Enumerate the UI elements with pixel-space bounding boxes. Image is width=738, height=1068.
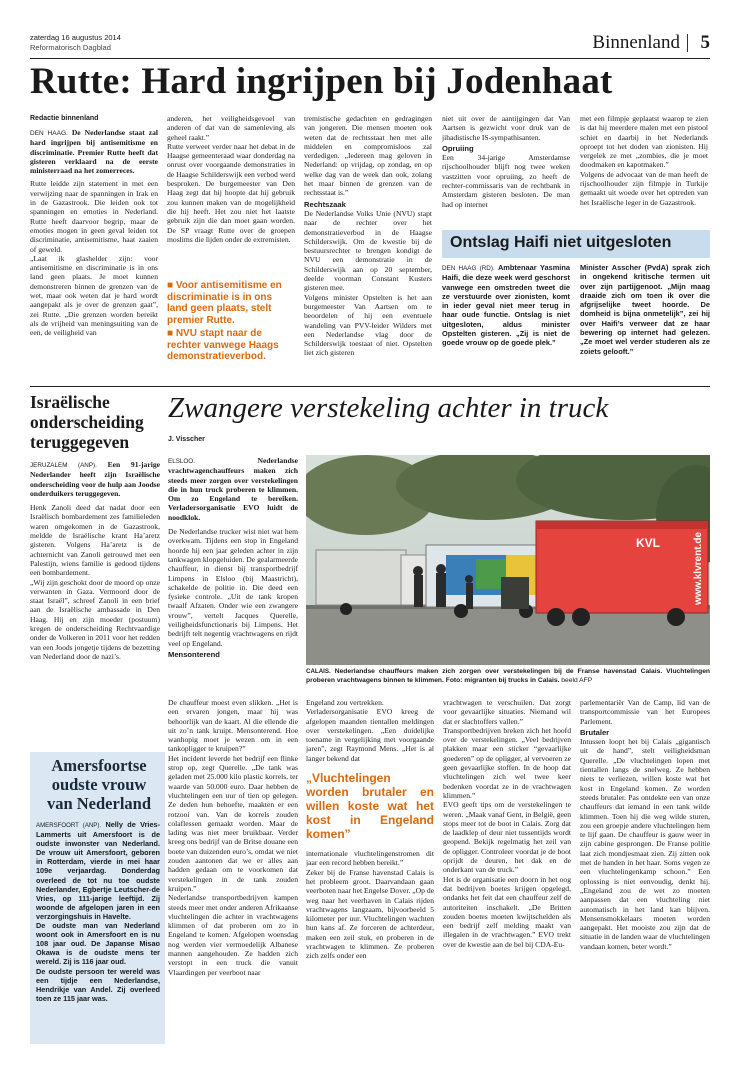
main-col-3 <box>304 114 432 368</box>
truck-brand-2: www.klvrent.de <box>693 532 704 605</box>
truck-pull-quote: „Vluchtelingen worden brutaler en willen koste wat het kost in Engeland komen” <box>306 771 434 842</box>
haifi-left <box>442 263 570 348</box>
haifi-left-text: Ambtenaar Yasmina Haifi, die deze week werd geschorst vanwege een omstreden tweet die ze verstuurde over zionisten, komt in ieder geval niet meer terug in haar oude functie. Ontslag is niet uitgesloten, aldus minister Opstelten gisteren. „Zij is niet de goede vrouw op de goede plek.” <box>442 263 570 348</box>
amersfoort-box <box>30 752 165 1044</box>
main-byline: Redactie binnenland <box>30 115 99 122</box>
main-col-4 <box>442 114 570 228</box>
truck-col-4 <box>580 698 710 1046</box>
truck-col2-body-b: internationale vluchtelingenstromen dit jaar een record hebben bereikt.” Zeker bij de Franse havenstad Calais is het probleem groot. Daarvandaan gaan veerboten naar het Engelse Dover. „Op de weg naar het veerhaven in Calais rijden vrachtwagens langzaam, bijvoorbeeld 5 kilometer per uur. Vluchtelingen wachten hun kans af. Ze forceren de achterdeur, maken een zeil stuk, en proberen in de vrachtwagen te klimmen. Ze proberen zich zelfs onder een <box>306 849 434 961</box>
main-col-2 <box>167 114 295 274</box>
main-col-5 <box>580 114 708 228</box>
mensonterend-subhead: Mensonterend <box>168 649 220 659</box>
amersfoort-dateline: AMERSFOORT (ANP). <box>36 822 102 829</box>
truck-col1-body: De Nederlandse trucker wist niet wat hem overkwam. Tijdens een stop in Engeland hoorde hij een jaar geleden achter in zijn tankwagen klopgeluiden. De gealarmeerde chauffeur, in dienst bij transportbedrijf Limpens in Elsloo (bij Maastricht), schakelde de politie in. Die deed een fysieke controle. „Uit de tank kropen twaalf Afzaten. Onder wie een zwangere vrouw”, vertelt Jacques Querelle, veiligheidsfunctionaris bij Limpens. Het bedrijft telt negentig vrachtwagens en rijdt veel op Engeland. <box>168 527 298 648</box>
amersfoort-text <box>36 820 160 1042</box>
header-divider <box>687 34 688 52</box>
israel-lead: Een 91-jarige Nederlander heeft zijn Israëlische onderscheiding voor de hulp aan Joodse onderduikers teruggegeven. <box>30 460 160 498</box>
section-rule <box>30 386 710 387</box>
truck-headline: Zwangere verstekeling achter in truck <box>168 392 609 424</box>
israel-headline: Israëlische onderscheiding teruggegeven <box>30 392 144 452</box>
caption-place: CALAIS. <box>306 668 331 675</box>
haifi-right: Minister Asscher (PvdA) sprak zich in ongekend kritische termen uit over zijn partijgenoot. „Mijn maag draaide zich om toen ik over die afgrijselijke tweet hoorde. De domheid is bijna onmetelijk”, zei hij over Haifi’s verweer dat ze haar bewering op internet had gelezen. „Ze moet wel verder studeren als ze zoiets gelooft.” <box>580 263 710 356</box>
haifi-headline: Ontslag Haifi niet uitgesloten <box>450 234 672 251</box>
main-headline: Rutte: Hard ingrijpen bij Jodenhaat <box>30 61 613 102</box>
pull-quote-1: ■ Voor antisemitisme en discriminatie is in ons land geen plaats, stelt premier Rutte. <box>167 280 282 326</box>
main-col4-body-a: niet uit over de aantijgingen dat Van Aartsen is gezwicht voor druk van de jihadistische IS-sympathisanten. <box>442 114 570 142</box>
truck-byline: J. Visscher <box>168 436 205 443</box>
truck-col4-body: parlementariër Van de Camp, lid van de transportcommissie van het Europees Parlement. <box>580 698 710 726</box>
main-col3-body-b: De Nederlandse Volks Unie (NVU) stapt naar de rechter over het demonstratieverbod in de Haagse Schilderswijk. Om de kwestie bij de bestuursrechter te brengen kondigt de NVU een demonstratie in de Schilderswijk aan op 20 september, deelde voorman Constant Kusters gisteren mee. Volgens minister Opstelten is het aan burgemeester Van Aartsen om te beoordelen of hij een eventuele wandeling van PVV-leider Wilders met een Nederlandse vlag door de Schilderswijk toestaat of niet. Opstelten liet zich gisteren <box>304 208 432 358</box>
amersfoort-body: Nelly de Vries-Lammerts uit Amersfoort is de oudste inwonster van Nederland. De vrouw uit Amersfoort, geboren in Rotterdam, vierde in mei haar 109e verjaardag. Donderdag overleed de tot nu toe oudste Nederlander, Egbertje Leutscher-de Vries, op 111-jarige leeftijd. Zij woonde de afgelopen jaren in een verzorgingshuis in Havelte. De oudste man van Nederland woont ook in Amersfoort en is nu 108 jaar oud. De Japanse Misao Okawa is de oudste mens ter wereld. Zij is 116 jaar oud. De oudste persoon ter wereld was een tijdje een Nederlandse, Hendrikje van Andel. Zij overleed toen ze 115 jaar was. <box>36 820 160 1003</box>
caption-credit: beeld AFP <box>561 676 593 684</box>
main-dateline: DEN HAAG. <box>30 130 68 137</box>
main-col4-body-b: Een 34-jarige Amsterdamse rijschoolhouder blijft nog twee weken vastzitten voor opruiing, zo heeft de rechter-commissaris van de rechtbank in Amsterdam gisteren besloten. De man had op internet <box>442 153 570 209</box>
caption-text: Nederlandse chauffeurs maken zich zorgen over verstekelingen bij de Franse havenstad Calais. Vluchtelingen proberen vrachtwagens binnen te klimmen. Foto: migranten bij trucks in Calais. <box>306 668 711 684</box>
haifi-box <box>442 230 710 370</box>
truck-dateline: ELSLOO. <box>168 458 195 465</box>
truck-brand-1: KVL <box>636 536 660 550</box>
main-lead: De Nederlandse staat zal hard ingrijpen bij antisemitisme en discriminatie. Premier Rutte heeft dat gisteren verklaard na de eerste ministerraad na het zomerreces. <box>30 128 158 176</box>
brutaler-subhead: Brutaler <box>580 727 610 737</box>
truck-col-2 <box>306 698 434 1046</box>
truck-col1-body-b: De chauffeur moest even slikken. „Het is een ervaren jongen, maar hij was behoorlijk van de kaart. Al die ellende die uit zo’n tank kruipt. Mensonterend. Hoe wanhopig moet je wezen om in een tankopligger te kruipen?” Het incident leverde het bedrijf een flinke strop op, zegt Querelle. „De tank was geladen met 25.000 kilo plastic korrels, ter waarde van 50.000 euro. Daar hebben de vluchtelingen een uur of tien op gelegen. Ze deden hun behoefte, maakten er een rotzooi van. Van de korrels zouden colaflessen gemaakt worden. Maar de lading was niet meer bruikbaar. Verder kreeg ons bedrijf van de Britse douane een boete van duizenden euro’s, omdat we niet zouden aantonen dat we er alles aan hadden gedaan om te voorkomen dat verstekelingen in de tank zouden kruipen.” Nederlandse transportbedrijven kampen steeds meer met onder anderen Afrikaanse vluchtelingen die achter in vrachtwagens klimmen of dat proberen om zo in Engeland te komen. Afgelopen woensdag nog werden vier vermoedelijk Albanese mannen aangehouden. Ze hadden zich verstopt in een truck die vanuit Vlaardingen per veerboot naar <box>168 698 298 977</box>
rechtszaak-subhead: Rechtszaak <box>304 199 346 209</box>
opruiing-subhead: Opruiing <box>442 143 474 153</box>
main-col1-body: Rutte leidde zijn statement in met een verwijzing naar de spanningen in Irak en in de Gazastrook. Die leiden ook tot spanningen en emoties in Nederland. Rutte heeft daarvoor begrip, maar de emoties mogen in geen geval leiden tot discriminatie, antisemitisme, haat zaaien of geweld. „Laat ik glashelder zijn: voor antisemitisme en discriminatie is in ons land geen plaats. Je moet kunnen demonstreren binnen de grenzen van de wet, maar ook weten dat je hard wordt aangepakt als je over de grenzen gaat”, zei Rutte. „Die grenzen worden bereikt als de vrijheid van meningsuiting van de een, de veiligheid van <box>30 179 158 338</box>
photo-caption <box>306 668 710 685</box>
header-date: zaterdag 16 augustus 2014 <box>30 33 121 42</box>
header-rule <box>30 58 710 59</box>
pull-quote-2: ■ NVU stapt naar de rechter vanwege Haags demonstratieverbod. <box>167 328 279 362</box>
main-col5-body: met een filmpje geplaatst waarop te zien is dat hij meerdere malen met een pistool schiet en daarbij in het Nederlands oproept tot het doden van zionisten. Hij vergelek ze met „zombies, die je moet doodmaken en kapotmaken.” Volgens de advocaat van de man heeft de rijschoolhouder zijn filmpje in Turkije gemaakt uit woede over het optreden van het Israëlische leger in de Gazastrook. <box>580 114 708 207</box>
haifi-dateline: DEN HAAG (RD). <box>442 265 495 272</box>
main-col3-body-a: tremistische gedachten en gedragingen van jongeren. Die mensen moeten ook weten dat de rechtsstaat hen met alle middelen en compromisloos zal verdedigen. „Iedereen mag geloven in Nederland: op vrijdag, op zondag, en op welke dag van de week dan ook, zolang het maar binnen de grenzen van de rechtsstaat is.” <box>304 114 432 198</box>
amersfoort-headline: Amersfoortse oudste vrouw van Nederland <box>46 756 152 813</box>
main-col-1 <box>30 128 158 368</box>
truck-col2-body-a: Engeland zou vertrekken. Verladersorganisatie EVO kreeg de afgelopen maanden tientallen meldingen over verstekelingen. „Een duidelijke toename in vergelijking met voorgaande jaren”, zegt Raymond Mens. „Het is al langer bekend dat <box>306 698 434 763</box>
calais-trucks-image <box>306 455 710 665</box>
section-title: Binnenland <box>592 32 680 53</box>
page-number: 5 <box>700 32 710 53</box>
truck-photo <box>306 455 710 665</box>
truck-col4-body-b: Intussen loopt het bij Calais „gigantisch uit de hand”, stelt veiligheidsman Querelle. „De vluchtelingen lopen met tientallen langs de snelweg. Ze hebben niets te verliezen, willen koste wat het kost in Engeland komen. Ze worden steeds brutaler. Pas ontdekte een van onze chauffeurs dat iemand in een tank wilde klimmen. Toen hij die weg wilde sturen, zou een groepje andere vluchtelingen hem te lijf gaan. De chauffeur is gauw weer in zijn cabine gesprongen. De Franse politie laat zich mondjesmaat zien. Zij zitten ook met de handen in het haar. Soms vegen ze een vluchtelingenkamp schoon.” Een oplossing is niet eenvoudig, denkt hij. „Engeland zou de wet zo moeten aanpassen dat een vluchteling niet automatisch in het land kan blijven. Mensensmokkelaars moeten worden aangepakt. Het mooiste zou zijn dat de situatie in de landen waar de vluchtelingen vandaan komen, beter wordt.” <box>580 737 710 951</box>
main-col2-body: anderen, het veiligheidsgevoel van anderen of dat van de samenleving als geheel raakt.” Rutte verweet verder naar het debat in de Haagse gemeenteraad waar donderdag na onrust over voorgaande demonstraties in de Haagse Schilderswijk een verbod werd besproken. De burgemeester van Den Haag zegt dat hij hoopte dat hij gebruik zou kunnen maken van de mogelijkheid die hij heeft. Het zou niet het laatste gebruik zijn die dan moet gaan worden. De SP vraagt Rutte over de groepen moslims die lijden onder de extremisten. <box>167 114 295 244</box>
truck-lead: Nederlandse vrachtwagenchauffeurs maken zich steeds meer zorgen over verstekelingen die in hun truck proberen te klimmen. Om zo Engeland te bereiken. Verladersorganisatie EVO luidt de noodklok. <box>168 456 298 522</box>
truck-col3-body: vrachtwagen te verschuilen. Dat zorgt voor gevaarlijke situaties. Niemand wil dat er slachtoffers vallen.” Transportbedrijven breken zich het hoofd over de verstekelingen. „Veel bedrijven plakken maar een sticker “gevaarlijke goederen” op de opligger, al vervoeren ze geen gevaarlijke stoffen. In de hoop dat vluchtelingen zich wel twee keer bedenken voordat ze in de vrachtwagen klimmen.” EVO geeft tips om de verstekelingen te weren. „Maak vanaf Gent, in België, geen stops meer tot de boot in Calais. Zorg dat de laadklep of deur niet tussentijds wordt geopend. Bekijk regelmatig het zeil van de opligger. Controleer voordat je de boot oprijdt de deuren, het dak en de onderkant van de truck.” Het is de organisatie een doorn in het oog dat bedrijven boetes krijgen opgelegd, ondanks het feit dat een chauffeur zelf de autoriteiten inschakelt. „De Britten zouden boetes moeten kwijtschelden als een bedrijf zelf melding maakt van illegalen in de vrachtwagen.” EVO trekt over de kwestie aan de bel bij CDA-Eu- <box>443 698 571 949</box>
page-header <box>30 32 710 56</box>
israel-text: Henk Zanoli deed dat nadat door een Israëlisch bombardement zes familieleden waren omgekomen in de Gazastrook, meldde de Israëlische krant Ha’aretz gisteren. Volgens Ha’aretz is de achternicht van Zanoli getrouwd met een Palestijn, wiens familie is gedood tijdens een bombardement. „Wij zijn geschokt door de moord op onze verwanten in Gaza. Vermoord door de staat Israël”, schreef Zanoli in een brief aan de Israëlische ambassade in Den Haag. Hij en zijn moeder (postuum) kregen de onderscheiding Rechtvaardige onder de Volkeren in 2011 voor het redden van een Joods jongetje tijdens de bezetting van Nederland door de nazi’s. <box>30 503 160 661</box>
truck-col-3 <box>443 698 571 1046</box>
header-paper: Reformatorisch Dagblad <box>30 43 111 52</box>
truck-col-1-bottom <box>168 698 298 1046</box>
israel-dateline: JERUZALEM (ANP). <box>30 462 97 469</box>
israel-body <box>30 460 160 738</box>
